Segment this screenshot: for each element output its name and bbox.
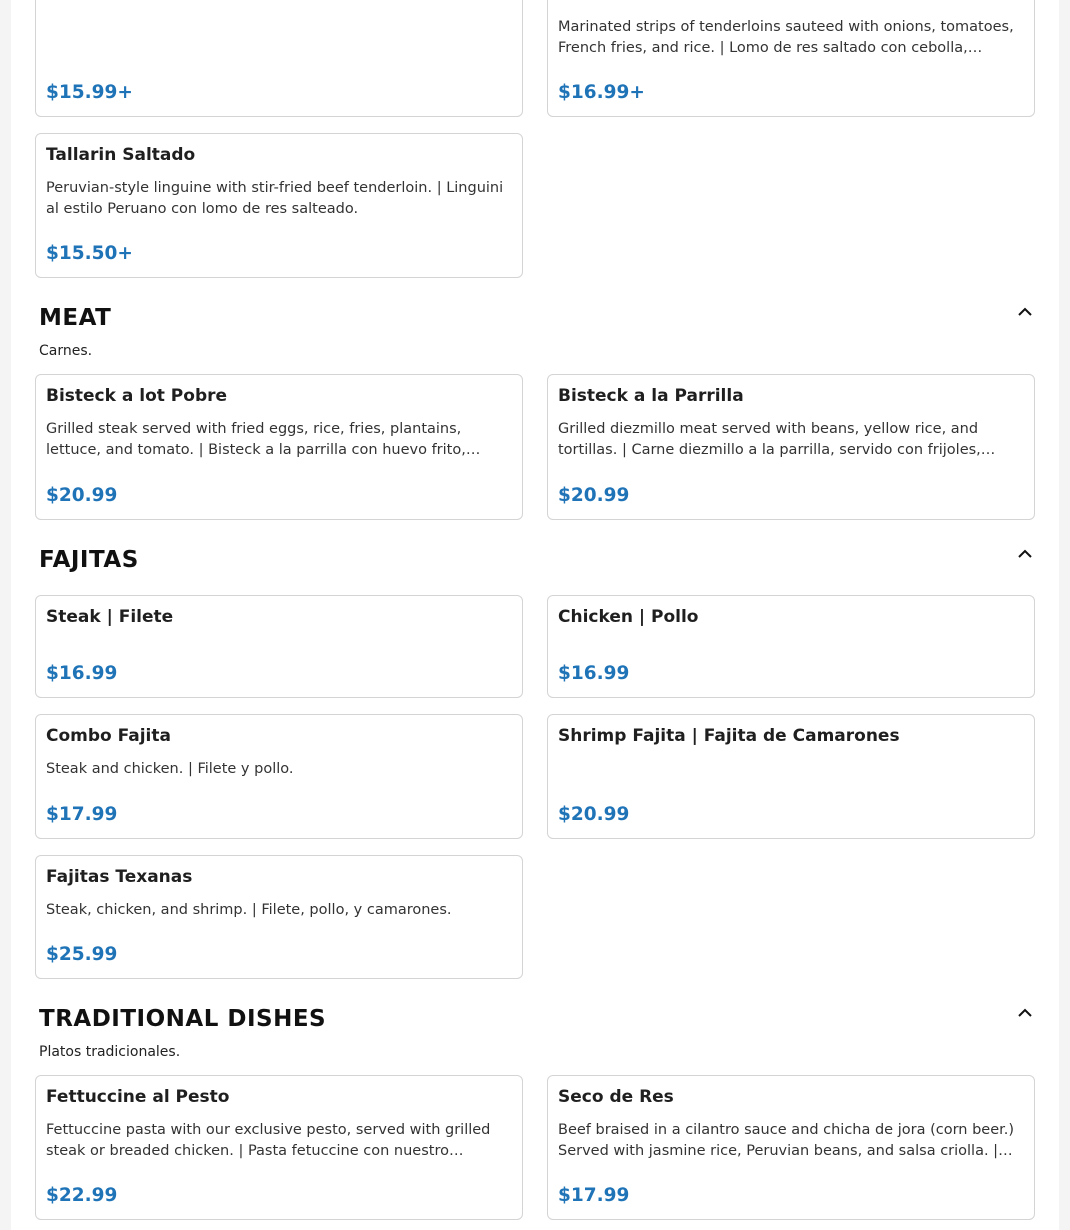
menu-item-card[interactable]	[547, 0, 1035, 117]
menu-item-price: $16.99	[46, 663, 118, 684]
menu-item-card[interactable]	[35, 855, 523, 979]
menu-item-card[interactable]	[35, 1075, 523, 1220]
menu-item-name: Fajitas Texanas	[46, 867, 193, 887]
menu-item-card[interactable]	[547, 714, 1035, 839]
menu-item-price: $17.99	[558, 1185, 630, 1206]
menu-item-price: $20.99	[558, 804, 630, 825]
menu-item-name: Steak | Filete	[46, 607, 174, 627]
menu-item-name: Seco de Res	[558, 1087, 674, 1107]
menu-item-name: Bisteck a la Parrilla	[558, 386, 744, 406]
menu-page	[11, 0, 1059, 1230]
section-title-traditional-dishes: TRADITIONAL DISHES	[39, 1006, 327, 1032]
menu-item-price: $16.99+	[558, 82, 645, 103]
menu-item-card[interactable]	[35, 374, 523, 520]
menu-item-description: Fettuccine pasta with our exclusive pesto, served with grilled steak or breaded chicken. | Pasta fetuccine con nuestro	[46, 1122, 491, 1159]
menu-item-name: Chicken | Pollo	[558, 607, 699, 627]
menu-item-description: Steak, chicken, and shrimp. | Filete, pollo, y camarones.	[46, 902, 452, 918]
menu-item-name: Bisteck a lot Pobre	[46, 386, 228, 406]
menu-item-card[interactable]	[35, 0, 523, 117]
menu-item-description: Marinated strips of tenderloins sauteed with onions, tomatoes, French fries, and rice. | Lomo de res saltado con cebolla,	[558, 19, 1014, 56]
menu-item-card[interactable]	[35, 133, 523, 278]
menu-item-card[interactable]	[547, 1075, 1035, 1220]
menu-item-name: Fettuccine al Pesto	[46, 1087, 230, 1107]
menu-item-price: $17.99	[46, 804, 118, 825]
menu-item-name: Tallarin Saltado	[46, 145, 196, 165]
menu-item-description: Grilled steak served with fried eggs, rice, fries, plantains, lettuce, and tomato. | Bisteck a la parrilla con huevo frito,	[46, 421, 466, 458]
menu-item-name: Combo Fajita	[46, 726, 171, 746]
chevron-up-icon[interactable]	[1016, 547, 1034, 561]
section-title-meat: MEAT	[39, 305, 112, 331]
chevron-up-icon[interactable]	[1016, 305, 1034, 319]
chevron-up-icon[interactable]	[1016, 1006, 1034, 1020]
menu-item-price: $15.50+	[46, 243, 133, 264]
menu-item-description: Grilled diezmillo meat served with beans, yellow rice, and tortillas. | Carne diezmillo a la parrilla, servido con frijoles,	[558, 421, 981, 458]
menu-item-description: Peruvian-style linguine with stir-fried beef tenderloin. | Linguini al estilo Peruano con lomo de res salteado.	[46, 180, 504, 217]
menu-item-price: $16.99	[558, 663, 630, 684]
menu-item-price: $20.99	[46, 485, 118, 506]
menu-item-price: $22.99	[46, 1185, 118, 1206]
menu-item-card[interactable]	[547, 595, 1035, 698]
menu-item-description: Steak and chicken. | Filete y pollo.	[46, 761, 294, 777]
menu-item-price: $15.99+	[46, 82, 133, 103]
section-subtitle-traditional-dishes: Platos tradicionales.	[39, 1044, 181, 1060]
section-subtitle-meat: Carnes.	[39, 343, 93, 359]
menu-item-card[interactable]	[547, 374, 1035, 520]
menu-item-description: Beef braised in a cilantro sauce and chicha de jora (corn beer.) Served with jasmine rice, Peruvian beans, and salsa criolla. |	[558, 1122, 1015, 1159]
menu-item-card[interactable]	[35, 714, 523, 839]
menu-item-price: $20.99	[558, 485, 630, 506]
menu-item-name: Shrimp Fajita | Fajita de Camarones	[558, 726, 900, 746]
menu-item-price: $25.99	[46, 944, 118, 965]
menu-item-card[interactable]	[35, 595, 523, 698]
section-title-fajitas: FAJITAS	[39, 547, 139, 573]
